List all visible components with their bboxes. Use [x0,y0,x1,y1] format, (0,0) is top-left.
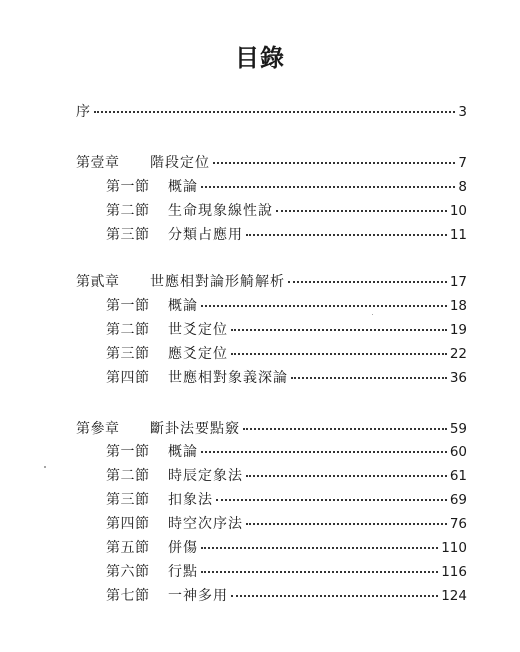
section-title: 併傷 [168,540,198,556]
leader-dots [246,475,447,477]
section-number: 第四節 [106,370,150,386]
toc-entry-section[interactable] [106,297,467,315]
toc-entry-section[interactable] [106,321,467,339]
chapter-number: 第壹章 [76,155,120,171]
entry-page-number: 10 [449,203,467,219]
entry-page-number: 22 [449,346,467,362]
entry-page-number: 17 [449,274,467,290]
entry-page-number: 110 [441,540,467,556]
entry-page-number: 11 [449,227,467,243]
toc-entry-section[interactable] [106,202,467,220]
section-title: 概論 [168,179,198,195]
entry-page-number: 76 [449,516,467,532]
chapter-title: 階段定位 [150,155,210,171]
entry-page-number: 36 [449,370,467,386]
leader-dots [201,571,438,573]
entry-page-number: 60 [449,444,467,460]
section-title: 世應相對象義深論 [168,370,288,386]
entry-page-number: 116 [441,564,467,580]
entry-page-number: 61 [449,468,467,484]
section-number: 第一節 [106,179,150,195]
section-number: 第五節 [106,540,150,556]
toc-entry-section[interactable] [106,443,467,461]
entry-page-number: 69 [449,492,467,508]
section-number: 第二節 [106,468,150,484]
section-number: 第七節 [106,588,150,604]
section-title: 扣象法 [168,492,213,508]
leader-dots [243,428,447,430]
page-title: 目錄 [235,44,285,72]
toc-entry-chapter[interactable] [76,273,467,291]
leader-dots [201,186,455,188]
section-number: 第一節 [106,298,150,314]
toc-entry-section[interactable] [106,539,467,557]
leader-dots [201,547,438,549]
entry-page-number: 7 [458,155,467,171]
section-title: 概論 [168,444,198,460]
toc-entry-section[interactable] [106,345,467,363]
chapter-title: 世應相對論形觭解析 [150,274,285,290]
entry-page-number: 3 [458,104,467,120]
toc-entry-section[interactable] [106,587,467,605]
leader-dots [231,353,447,355]
leader-dots [94,111,455,113]
section-title: 時辰定象法 [168,468,243,484]
entry-label: 序 [76,104,91,120]
toc-entry-preface[interactable] [76,103,467,121]
toc-entry-chapter[interactable] [76,154,467,172]
section-number: 第三節 [106,492,150,508]
section-number: 第二節 [106,203,150,219]
leader-dots [246,234,447,236]
entry-page-number: 19 [449,322,467,338]
scan-speck [372,314,373,315]
entry-page-number: 8 [458,179,467,195]
leader-dots [201,451,447,453]
chapter-number: 第貳章 [76,274,120,290]
section-title: 時空次序法 [168,516,243,532]
leader-dots [231,329,447,331]
section-number: 第一節 [106,444,150,460]
section-number: 第四節 [106,516,150,532]
leader-dots [276,210,447,212]
leader-dots [201,305,447,307]
section-number: 第二節 [106,322,150,338]
entry-page-number: 59 [449,421,467,437]
chapter-title: 斷卦法要點竅 [150,421,240,437]
scan-speck [44,466,46,468]
section-title: 行點 [168,564,198,580]
section-title: 分類占應用 [168,227,243,243]
leader-dots [213,162,455,164]
toc-entry-section[interactable] [106,515,467,533]
leader-dots [288,281,447,283]
leader-dots [231,595,438,597]
toc-entry-section[interactable] [106,491,467,509]
leader-dots [291,377,447,379]
chapter-number: 第參章 [76,421,120,437]
leader-dots [246,523,447,525]
section-title: 生命現象線性說 [168,203,273,219]
section-number: 第三節 [106,346,150,362]
section-title: 應爻定位 [168,346,228,362]
section-title: 概論 [168,298,198,314]
entry-page-number: 18 [449,298,467,314]
toc-entry-section[interactable] [106,226,467,244]
toc-entry-section[interactable] [106,467,467,485]
section-title: 世爻定位 [168,322,228,338]
section-title: 一神多用 [168,588,228,604]
entry-page-number: 124 [441,588,467,604]
section-number: 第三節 [106,227,150,243]
toc-entry-section[interactable] [106,178,467,196]
leader-dots [216,499,447,501]
toc-entry-chapter[interactable] [76,420,467,438]
toc-entry-section[interactable] [106,369,467,387]
section-number: 第六節 [106,564,150,580]
toc-entry-section[interactable] [106,563,467,581]
